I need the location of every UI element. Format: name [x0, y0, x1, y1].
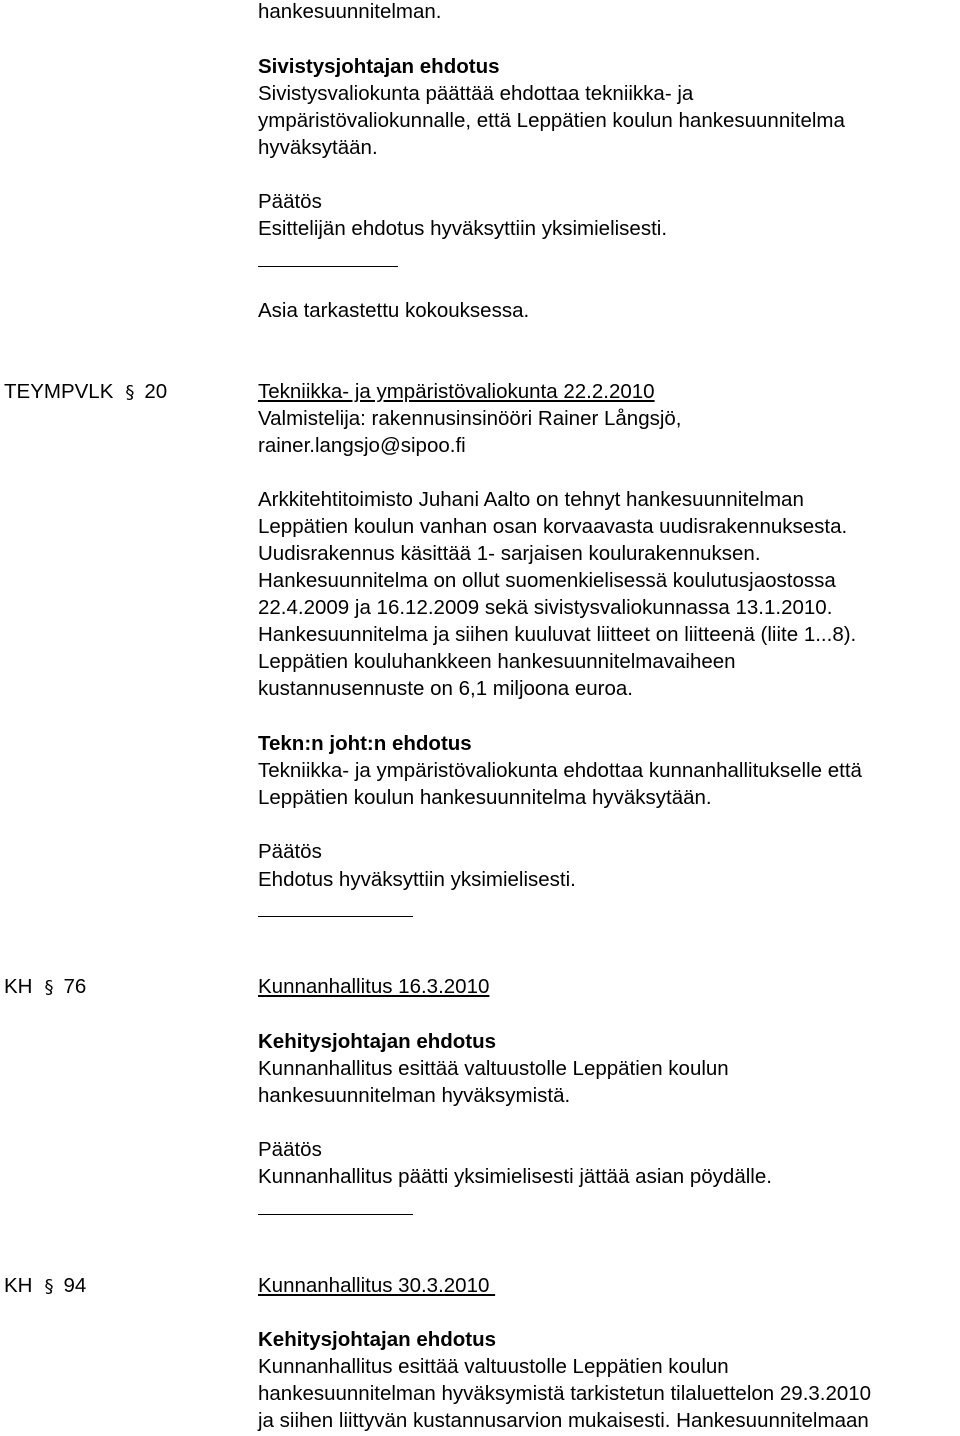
section-reference-teympvlk	[4, 378, 167, 405]
preparer-line: Valmistelija: rakennusinsinööri Rainer Långsjö,	[258, 407, 682, 430]
kehitysjohtaja-proposal-heading: Kehitysjohtajan ehdotus	[258, 1030, 497, 1053]
section-number: 76	[63, 975, 87, 998]
tekn-proposal-heading: Tekn:n joht:n ehdotus	[258, 732, 472, 755]
body-line: Uudisrakennus käsittää 1- sarjaisen koulurakennuksen.	[258, 542, 761, 565]
decision-label: Päätös	[258, 190, 322, 213]
proposal-line: hankesuunnitelman hyväksymistä.	[258, 1084, 571, 1107]
body-line: Hankesuunnitelma on ollut suomenkielisessä koulutusjaostossa	[258, 569, 836, 592]
sivistysjohtaja-proposal-heading: Sivistysjohtajan ehdotus	[258, 55, 500, 78]
separator-line	[258, 1214, 413, 1215]
section-number: 20	[144, 380, 168, 403]
proposal-line: hyväksytään.	[258, 136, 378, 159]
body-line: Leppätien koulun vanhan osan korvaavasta uudisrakennuksesta.	[258, 515, 848, 538]
decision-text: Kunnanhallitus päätti yksimielisesti jättää asian pöydälle.	[258, 1165, 772, 1188]
intro-continuation: hankesuunnitelman.	[258, 0, 442, 23]
proposal-line: ympäristövaliokunnalle, että Leppätien koulun hankesuunnitelma	[258, 109, 845, 132]
body-code: TEYMPVLK	[4, 380, 114, 403]
proposal-line: Kunnanhallitus esittää valtuustolle Leppätien koulun	[258, 1355, 729, 1378]
section-reference-kh94	[4, 1272, 86, 1299]
proposal-line: Tekniikka- ja ympäristövaliokunta ehdottaa kunnanhallitukselle että	[258, 759, 862, 782]
section-sign: §	[44, 1276, 54, 1297]
body-line: Arkkitehtitoimisto Juhani Aalto on tehnyt hankesuunnitelman	[258, 488, 804, 511]
meeting-body-date: Kunnanhallitus 30.3.2010	[258, 1274, 496, 1297]
section-number: 94	[63, 1274, 87, 1297]
meeting-body-date: Tekniikka- ja ympäristövaliokunta 22.2.2010	[258, 380, 655, 403]
separator-line	[258, 266, 398, 267]
meeting-body-date: Kunnanhallitus 16.3.2010	[258, 975, 490, 998]
proposal-line: hankesuunnitelman hyväksymistä tarkistetun tilaluettelon 29.3.2010	[258, 1382, 872, 1405]
body-code: KH	[4, 1274, 33, 1297]
decision-text: Esittelijän ehdotus hyväksyttiin yksimielisesti.	[258, 217, 668, 240]
separator-line	[258, 916, 413, 917]
section-sign: §	[44, 977, 54, 998]
kehitysjohtaja-proposal-heading: Kehitysjohtajan ehdotus	[258, 1328, 497, 1351]
proposal-line: ja siihen liittyvän kustannusarvion mukaisesti. Hankesuunnitelmaan	[258, 1409, 869, 1432]
proposal-line: Leppätien koulun hankesuunnitelma hyväksytään.	[258, 786, 712, 809]
body-line: Hankesuunnitelma ja siihen kuuluvat liitteet on liitteenä (liite 1...8).	[258, 623, 857, 646]
decision-text: Ehdotus hyväksyttiin yksimielisesti.	[258, 868, 576, 891]
body-line: kustannusennuste on 6,1 miljoona euroa.	[258, 677, 633, 700]
body-line: 22.4.2009 ja 16.12.2009 sekä sivistysvaliokunnassa 13.1.2010.	[258, 596, 833, 619]
decision-label: Päätös	[258, 840, 322, 863]
checked-note: Asia tarkastettu kokouksessa.	[258, 299, 530, 322]
decision-label: Päätös	[258, 1138, 322, 1161]
body-line: Leppätien kouluhankkeen hankesuunnitelmavaiheen	[258, 650, 736, 673]
section-sign: §	[125, 382, 135, 403]
section-reference-kh76	[4, 973, 86, 1000]
preparer-email: rainer.langsjo@sipoo.fi	[258, 434, 466, 457]
proposal-line: Kunnanhallitus esittää valtuustolle Leppätien koulun	[258, 1057, 729, 1080]
proposal-line: Sivistysvaliokunta päättää ehdottaa tekniikka- ja	[258, 82, 694, 105]
body-code: KH	[4, 975, 33, 998]
